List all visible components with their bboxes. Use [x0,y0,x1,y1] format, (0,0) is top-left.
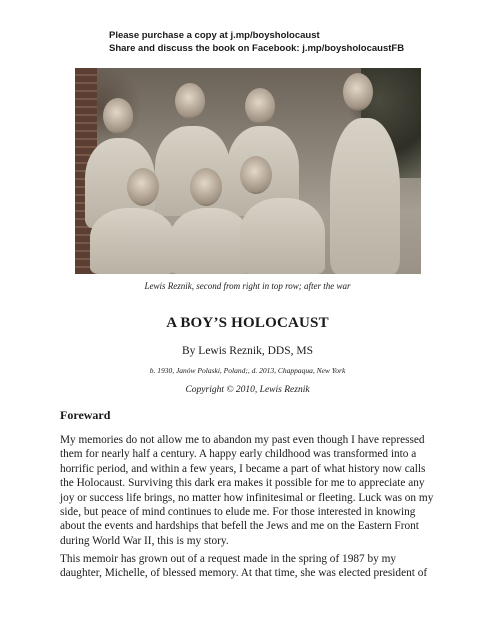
paragraph-line: This memoir has grown out of a request made in the spring of 1987 by my [60,553,397,565]
paragraph [60,552,440,581]
person-head [175,83,205,119]
paragraph [60,433,440,548]
book-title: A BOY’S HOLOCAUST [166,315,329,331]
paragraph-line: the Holocaust. Surviving this dark era makes it possible for me to appreciate any [60,477,425,490]
group-photo [75,68,421,274]
purchase-notice [109,29,404,55]
paragraph-line: them for nearly half a century. A happy early childhood was transformed into a [60,448,417,461]
paragraph-line: daughter, Michelle, of blessed memory. At that time, she was elected president of [60,567,428,580]
person [155,126,230,216]
copyright-line: Copyright © 2010, Lewis Reznik [185,385,310,395]
paragraph-line: side, but peace of mind continues to elude me. For those interested in knowing [60,506,416,519]
photo-caption: Lewis Reznik, second from right in top row; after the war [144,281,351,291]
purchase-link-text[interactable]: Please purchase a copy at j.mp/boysholocaust [109,30,320,41]
person [90,208,175,274]
paragraph-line: during World War II, this is my story. [60,534,229,547]
person-head [245,88,275,124]
person [330,118,400,274]
paragraph-line: about the events and hardships that befell the Jews and me on the Eastern Front [60,520,419,533]
facebook-link-text[interactable]: Share and discuss the book on Facebook: j.mp/boysholocaustFB [109,43,405,54]
person-head [343,73,373,111]
section-heading: Foreward [60,408,111,422]
author-line: By Lewis Reznik, DDS, MS [182,345,313,357]
person-head [240,156,272,194]
paragraph-line: joy or success life brings, no matter how infinitesimal or fleeting. Luck was on my [60,491,434,504]
person-head [190,168,222,206]
paragraph-line: horrific period, and within a few years, I became a part of what history now calls [60,462,426,475]
person [170,208,250,274]
author-dates: b. 1930, Janów Polaski, Poland;, d. 2013, Chappaqua, New York [149,366,346,375]
person-head [103,98,133,134]
paragraph-line: My memories do not allow me to abandon my past even though I have repressed [60,434,425,446]
person [240,198,325,274]
person-head [127,168,159,206]
